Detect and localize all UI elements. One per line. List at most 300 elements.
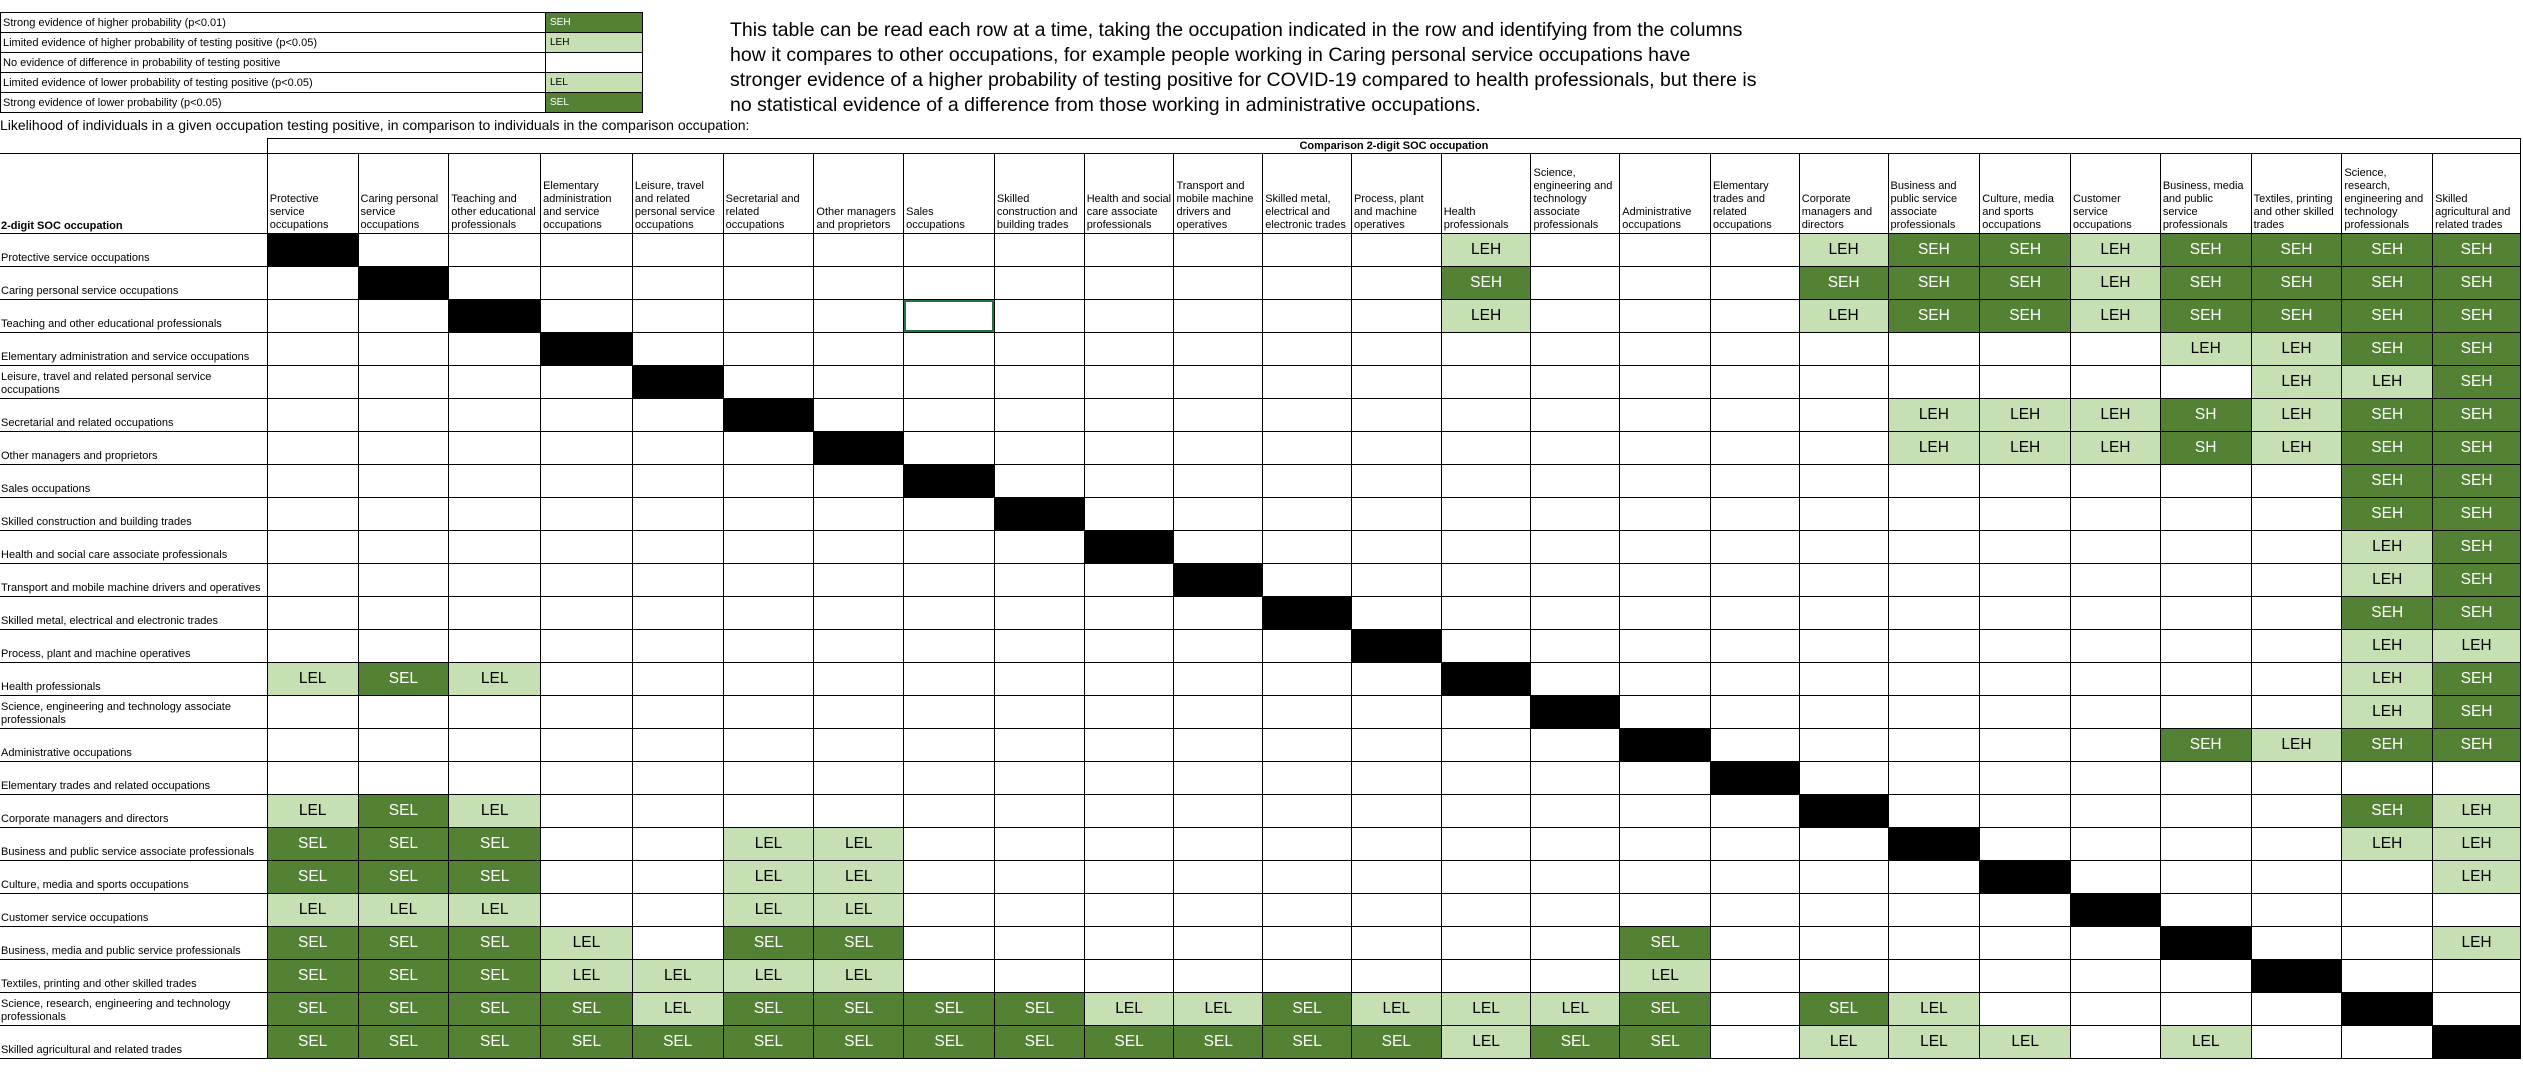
comparison-cell[interactable] xyxy=(1084,795,1174,828)
comparison-cell[interactable] xyxy=(2071,1026,2161,1059)
comparison-cell[interactable] xyxy=(2071,498,2161,531)
comparison-cell[interactable] xyxy=(2071,663,2161,696)
comparison-cell[interactable] xyxy=(1888,366,1980,399)
comparison-cell[interactable]: SEH xyxy=(1799,267,1888,300)
comparison-cell[interactable] xyxy=(1084,960,1174,993)
comparison-cell[interactable] xyxy=(358,729,449,762)
comparison-cell[interactable] xyxy=(2160,498,2251,531)
comparison-cell[interactable] xyxy=(2160,960,2251,993)
comparison-cell[interactable] xyxy=(1711,597,1800,630)
comparison-cell[interactable] xyxy=(1711,300,1800,333)
comparison-cell[interactable] xyxy=(632,333,723,366)
comparison-cell[interactable] xyxy=(2160,696,2251,729)
comparison-cell[interactable] xyxy=(1531,531,1620,564)
comparison-cell[interactable] xyxy=(723,762,814,795)
comparison-cell[interactable] xyxy=(1263,894,1352,927)
comparison-cell[interactable] xyxy=(1620,531,1711,564)
comparison-cell[interactable] xyxy=(632,828,723,861)
comparison-cell[interactable] xyxy=(994,465,1084,498)
comparison-cell[interactable] xyxy=(2251,1026,2342,1059)
comparison-cell[interactable]: LEL xyxy=(541,927,633,960)
comparison-cell[interactable] xyxy=(1711,993,1800,1026)
legend-code[interactable]: SEH xyxy=(546,13,643,33)
comparison-cell[interactable] xyxy=(541,432,633,465)
comparison-cell[interactable] xyxy=(904,795,995,828)
comparison-cell[interactable]: SEH xyxy=(1980,234,2071,267)
diagonal-cell[interactable] xyxy=(2160,927,2251,960)
comparison-cell[interactable]: LEL xyxy=(723,828,814,861)
comparison-cell[interactable] xyxy=(358,597,449,630)
comparison-cell[interactable] xyxy=(1980,630,2071,663)
comparison-cell[interactable] xyxy=(1620,795,1711,828)
row-header[interactable]: Transport and mobile machine drivers and operatives xyxy=(0,564,267,597)
comparison-cell[interactable]: LEH xyxy=(2160,333,2251,366)
comparison-cell[interactable] xyxy=(1531,861,1620,894)
comparison-cell[interactable] xyxy=(1441,498,1531,531)
comparison-cell[interactable] xyxy=(723,663,814,696)
comparison-cell[interactable] xyxy=(541,234,633,267)
comparison-cell[interactable] xyxy=(1799,465,1888,498)
comparison-cell[interactable] xyxy=(2251,861,2342,894)
comparison-cell[interactable] xyxy=(632,795,723,828)
comparison-cell[interactable] xyxy=(1263,300,1352,333)
comparison-cell[interactable]: LEL xyxy=(1441,1026,1531,1059)
comparison-cell[interactable] xyxy=(1531,597,1620,630)
comparison-cell[interactable]: LEH xyxy=(2433,861,2521,894)
comparison-cell[interactable]: LEH xyxy=(2251,432,2342,465)
comparison-cell[interactable] xyxy=(1174,432,1263,465)
comparison-cell[interactable] xyxy=(541,366,633,399)
comparison-cell[interactable] xyxy=(1263,762,1352,795)
column-header[interactable]: Skilled agricultural and related trades xyxy=(2433,154,2521,234)
comparison-cell[interactable]: SEH xyxy=(2342,795,2433,828)
comparison-cell[interactable]: SEL xyxy=(449,828,541,861)
comparison-cell[interactable] xyxy=(2071,630,2161,663)
comparison-cell[interactable]: LEL xyxy=(1174,993,1263,1026)
comparison-cell[interactable]: LEH xyxy=(1980,432,2071,465)
comparison-cell[interactable]: LEL xyxy=(723,894,814,927)
comparison-cell[interactable] xyxy=(632,300,723,333)
comparison-cell[interactable]: SEL xyxy=(449,960,541,993)
comparison-cell[interactable] xyxy=(1711,729,1800,762)
comparison-cell[interactable] xyxy=(1888,498,1980,531)
comparison-cell[interactable] xyxy=(994,663,1084,696)
comparison-cell[interactable]: SEL xyxy=(904,1026,995,1059)
comparison-cell[interactable] xyxy=(1441,795,1531,828)
comparison-cell[interactable]: SEL xyxy=(1351,1026,1441,1059)
comparison-cell[interactable] xyxy=(358,333,449,366)
diagonal-cell[interactable] xyxy=(1174,564,1263,597)
comparison-cell[interactable] xyxy=(1351,333,1441,366)
comparison-cell[interactable]: LEH xyxy=(1888,432,1980,465)
comparison-cell[interactable]: SEL xyxy=(1174,1026,1263,1059)
comparison-cell[interactable] xyxy=(994,597,1084,630)
comparison-cell[interactable] xyxy=(1084,465,1174,498)
column-header[interactable]: Health and social care associate professionals xyxy=(1084,154,1174,234)
comparison-cell[interactable] xyxy=(994,267,1084,300)
comparison-cell[interactable] xyxy=(1351,597,1441,630)
diagonal-cell[interactable] xyxy=(2251,960,2342,993)
comparison-cell[interactable]: LEL xyxy=(449,663,541,696)
comparison-cell[interactable] xyxy=(267,465,358,498)
comparison-cell[interactable] xyxy=(1084,366,1174,399)
comparison-cell[interactable] xyxy=(2433,993,2521,1026)
comparison-cell[interactable] xyxy=(723,267,814,300)
comparison-cell[interactable] xyxy=(2071,597,2161,630)
comparison-cell[interactable] xyxy=(1620,597,1711,630)
comparison-cell[interactable] xyxy=(1084,762,1174,795)
comparison-cell[interactable]: SH xyxy=(2160,432,2251,465)
row-header[interactable]: Textiles, printing and other skilled trades xyxy=(0,960,267,993)
comparison-cell[interactable] xyxy=(1174,597,1263,630)
comparison-cell[interactable]: LEH xyxy=(1441,234,1531,267)
comparison-cell[interactable] xyxy=(904,663,995,696)
comparison-cell[interactable] xyxy=(632,894,723,927)
comparison-cell[interactable] xyxy=(1980,894,2071,927)
comparison-cell[interactable] xyxy=(1351,663,1441,696)
comparison-cell[interactable]: LEH xyxy=(2071,300,2161,333)
comparison-cell[interactable]: SEH xyxy=(2160,234,2251,267)
comparison-cell[interactable] xyxy=(1441,333,1531,366)
comparison-cell[interactable] xyxy=(2433,894,2521,927)
comparison-cell[interactable] xyxy=(1441,399,1531,432)
comparison-cell[interactable] xyxy=(632,267,723,300)
comparison-cell[interactable]: SEL xyxy=(358,927,449,960)
comparison-cell[interactable] xyxy=(1174,927,1263,960)
comparison-cell[interactable] xyxy=(814,663,904,696)
comparison-cell[interactable] xyxy=(541,531,633,564)
column-header[interactable]: Corporate managers and directors xyxy=(1799,154,1888,234)
comparison-cell[interactable]: SEH xyxy=(2160,300,2251,333)
comparison-cell[interactable] xyxy=(2251,531,2342,564)
comparison-cell[interactable] xyxy=(1263,696,1352,729)
comparison-cell[interactable] xyxy=(267,267,358,300)
comparison-cell[interactable] xyxy=(1620,696,1711,729)
comparison-cell[interactable] xyxy=(2342,762,2433,795)
comparison-cell[interactable] xyxy=(904,267,995,300)
comparison-cell[interactable] xyxy=(1620,465,1711,498)
comparison-cell[interactable] xyxy=(2342,927,2433,960)
comparison-cell[interactable] xyxy=(1711,564,1800,597)
comparison-cell[interactable] xyxy=(449,630,541,663)
comparison-cell[interactable] xyxy=(1711,432,1800,465)
comparison-cell[interactable] xyxy=(1531,432,1620,465)
comparison-cell[interactable]: SEL xyxy=(1799,993,1888,1026)
comparison-cell[interactable] xyxy=(1888,696,1980,729)
diagonal-cell[interactable] xyxy=(723,399,814,432)
comparison-cell[interactable] xyxy=(1263,498,1352,531)
comparison-cell[interactable]: SEH xyxy=(2433,564,2521,597)
row-header[interactable]: Skilled metal, electrical and electronic trades xyxy=(0,597,267,630)
comparison-cell[interactable] xyxy=(1263,366,1352,399)
comparison-cell[interactable] xyxy=(1263,729,1352,762)
comparison-cell[interactable]: SEH xyxy=(2251,267,2342,300)
comparison-cell[interactable] xyxy=(358,531,449,564)
comparison-cell[interactable]: LEH xyxy=(2433,630,2521,663)
comparison-cell[interactable] xyxy=(1620,333,1711,366)
comparison-cell[interactable]: SEH xyxy=(2433,498,2521,531)
comparison-cell[interactable] xyxy=(267,399,358,432)
comparison-cell[interactable] xyxy=(1980,927,2071,960)
comparison-cell[interactable]: LEL xyxy=(2160,1026,2251,1059)
comparison-cell[interactable] xyxy=(1531,399,1620,432)
comparison-cell[interactable] xyxy=(904,630,995,663)
comparison-cell[interactable] xyxy=(1441,597,1531,630)
comparison-cell[interactable]: SEL xyxy=(1531,1026,1620,1059)
comparison-cell[interactable] xyxy=(449,729,541,762)
comparison-cell[interactable] xyxy=(1799,828,1888,861)
comparison-cell[interactable]: SEH xyxy=(1888,300,1980,333)
row-header[interactable]: Secretarial and related occupations xyxy=(0,399,267,432)
diagonal-cell[interactable] xyxy=(1441,663,1531,696)
comparison-cell[interactable] xyxy=(1980,762,2071,795)
comparison-cell[interactable] xyxy=(2342,894,2433,927)
comparison-cell[interactable] xyxy=(1620,762,1711,795)
comparison-cell[interactable] xyxy=(2071,861,2161,894)
comparison-cell[interactable] xyxy=(1441,564,1531,597)
comparison-cell[interactable] xyxy=(723,564,814,597)
comparison-cell[interactable] xyxy=(541,564,633,597)
comparison-cell[interactable] xyxy=(1084,696,1174,729)
column-header[interactable]: Process, plant and machine operatives xyxy=(1351,154,1441,234)
comparison-cell[interactable] xyxy=(1980,366,2071,399)
comparison-cell[interactable] xyxy=(267,564,358,597)
comparison-cell[interactable] xyxy=(1620,564,1711,597)
comparison-cell[interactable] xyxy=(904,729,995,762)
row-header[interactable]: Sales occupations xyxy=(0,465,267,498)
comparison-cell[interactable] xyxy=(358,465,449,498)
comparison-cell[interactable] xyxy=(904,564,995,597)
comparison-cell[interactable]: LEH xyxy=(2071,399,2161,432)
comparison-cell[interactable] xyxy=(267,597,358,630)
comparison-cell[interactable]: LEL xyxy=(1799,1026,1888,1059)
comparison-cell[interactable]: SEL xyxy=(541,1026,633,1059)
comparison-cell[interactable]: SEL xyxy=(267,861,358,894)
comparison-cell[interactable]: LEH xyxy=(2071,432,2161,465)
comparison-cell[interactable] xyxy=(1174,630,1263,663)
comparison-cell[interactable]: LEL xyxy=(449,795,541,828)
comparison-cell[interactable] xyxy=(1531,465,1620,498)
comparison-cell[interactable] xyxy=(1441,762,1531,795)
comparison-cell[interactable] xyxy=(814,729,904,762)
comparison-cell[interactable] xyxy=(2160,894,2251,927)
row-header[interactable]: Protective service occupations xyxy=(0,234,267,267)
comparison-cell[interactable]: SEH xyxy=(2342,498,2433,531)
comparison-cell[interactable] xyxy=(2160,762,2251,795)
comparison-cell[interactable]: LEH xyxy=(2342,828,2433,861)
comparison-cell[interactable] xyxy=(1980,564,2071,597)
comparison-cell[interactable] xyxy=(1711,267,1800,300)
comparison-cell[interactable] xyxy=(1980,663,2071,696)
comparison-cell[interactable] xyxy=(1711,894,1800,927)
comparison-cell[interactable] xyxy=(1888,663,1980,696)
comparison-cell[interactable] xyxy=(814,762,904,795)
comparison-cell[interactable]: SEL xyxy=(632,1026,723,1059)
comparison-cell[interactable]: SEL xyxy=(1084,1026,1174,1059)
comparison-cell[interactable] xyxy=(1980,696,2071,729)
comparison-cell[interactable]: SEH xyxy=(2433,234,2521,267)
comparison-cell[interactable] xyxy=(994,828,1084,861)
comparison-cell[interactable]: LEH xyxy=(2251,366,2342,399)
comparison-cell[interactable] xyxy=(1799,894,1888,927)
comparison-cell[interactable] xyxy=(449,432,541,465)
comparison-cell[interactable]: LEH xyxy=(2251,729,2342,762)
comparison-cell[interactable] xyxy=(1888,762,1980,795)
comparison-cell[interactable] xyxy=(904,762,995,795)
comparison-cell[interactable] xyxy=(1888,465,1980,498)
comparison-cell[interactable] xyxy=(358,696,449,729)
comparison-cell[interactable] xyxy=(1351,267,1441,300)
comparison-cell[interactable] xyxy=(994,234,1084,267)
comparison-cell[interactable]: LEL xyxy=(1620,960,1711,993)
comparison-cell[interactable] xyxy=(814,300,904,333)
comparison-cell[interactable] xyxy=(267,333,358,366)
comparison-cell[interactable] xyxy=(541,795,633,828)
comparison-cell[interactable] xyxy=(541,300,633,333)
comparison-cell[interactable]: LEH xyxy=(2433,828,2521,861)
comparison-cell[interactable] xyxy=(449,234,541,267)
comparison-cell[interactable] xyxy=(1084,234,1174,267)
comparison-cell[interactable] xyxy=(1263,960,1352,993)
comparison-cell[interactable] xyxy=(904,894,995,927)
comparison-cell[interactable] xyxy=(814,531,904,564)
comparison-cell[interactable] xyxy=(2251,894,2342,927)
comparison-cell[interactable] xyxy=(723,696,814,729)
comparison-cell[interactable] xyxy=(1799,399,1888,432)
comparison-cell[interactable]: LEH xyxy=(2342,366,2433,399)
comparison-cell[interactable] xyxy=(632,861,723,894)
row-header[interactable]: Skilled construction and building trades xyxy=(0,498,267,531)
comparison-cell[interactable]: LEH xyxy=(1441,300,1531,333)
comparison-cell[interactable] xyxy=(541,696,633,729)
comparison-cell[interactable] xyxy=(632,663,723,696)
comparison-cell[interactable]: LEL xyxy=(1980,1026,2071,1059)
comparison-cell[interactable] xyxy=(1174,729,1263,762)
comparison-cell[interactable] xyxy=(541,498,633,531)
comparison-cell[interactable] xyxy=(1263,333,1352,366)
comparison-cell[interactable] xyxy=(1084,597,1174,630)
comparison-cell[interactable] xyxy=(2160,366,2251,399)
comparison-cell[interactable] xyxy=(449,696,541,729)
comparison-cell[interactable]: SEH xyxy=(2342,267,2433,300)
comparison-cell[interactable] xyxy=(449,531,541,564)
comparison-cell[interactable] xyxy=(904,597,995,630)
comparison-cell[interactable] xyxy=(1620,498,1711,531)
comparison-cell[interactable]: SEH xyxy=(2342,597,2433,630)
comparison-cell[interactable] xyxy=(449,762,541,795)
comparison-cell[interactable] xyxy=(541,597,633,630)
column-header[interactable]: Science, engineering and technology associate professionals xyxy=(1531,154,1620,234)
diagonal-cell[interactable] xyxy=(1711,762,1800,795)
comparison-cell[interactable] xyxy=(1263,432,1352,465)
comparison-cell[interactable] xyxy=(1980,729,2071,762)
comparison-cell[interactable] xyxy=(358,630,449,663)
comparison-cell[interactable] xyxy=(1711,828,1800,861)
comparison-cell[interactable] xyxy=(449,267,541,300)
comparison-cell[interactable] xyxy=(541,894,633,927)
comparison-cell[interactable] xyxy=(2160,663,2251,696)
comparison-cell[interactable] xyxy=(1351,366,1441,399)
comparison-cell[interactable] xyxy=(1620,894,1711,927)
comparison-cell[interactable] xyxy=(2251,696,2342,729)
comparison-cell[interactable] xyxy=(1441,927,1531,960)
comparison-cell[interactable] xyxy=(1351,861,1441,894)
comparison-cell[interactable] xyxy=(1351,234,1441,267)
comparison-cell[interactable]: SEL xyxy=(723,993,814,1026)
comparison-cell[interactable]: LEL xyxy=(1084,993,1174,1026)
comparison-cell[interactable] xyxy=(1531,333,1620,366)
comparison-cell[interactable] xyxy=(1711,1026,1800,1059)
comparison-cell[interactable] xyxy=(2251,597,2342,630)
comparison-cell[interactable] xyxy=(1351,531,1441,564)
column-header[interactable]: Textiles, printing and other skilled trades xyxy=(2251,154,2342,234)
legend-label[interactable]: Limited evidence of higher probability of testing positive (p<0.05) xyxy=(1,33,546,53)
comparison-cell[interactable] xyxy=(632,531,723,564)
comparison-cell[interactable] xyxy=(2071,696,2161,729)
comparison-cell[interactable] xyxy=(1351,894,1441,927)
comparison-cell[interactable]: SEH xyxy=(1980,300,2071,333)
comparison-cell[interactable] xyxy=(1351,498,1441,531)
comparison-cell[interactable] xyxy=(723,531,814,564)
comparison-cell[interactable] xyxy=(1711,498,1800,531)
comparison-cell[interactable] xyxy=(358,234,449,267)
comparison-cell[interactable]: SEL xyxy=(723,927,814,960)
comparison-cell[interactable] xyxy=(1084,333,1174,366)
diagonal-cell[interactable] xyxy=(814,432,904,465)
comparison-cell[interactable] xyxy=(449,564,541,597)
comparison-cell[interactable]: SEL xyxy=(358,828,449,861)
comparison-cell[interactable]: SEL xyxy=(994,993,1084,1026)
diagonal-cell[interactable] xyxy=(1799,795,1888,828)
comparison-cell[interactable] xyxy=(1174,795,1263,828)
comparison-cell[interactable] xyxy=(1174,234,1263,267)
comparison-cell[interactable]: SEL xyxy=(994,1026,1084,1059)
comparison-cell[interactable] xyxy=(994,861,1084,894)
comparison-cell[interactable] xyxy=(449,597,541,630)
comparison-cell[interactable] xyxy=(904,498,995,531)
comparison-cell[interactable] xyxy=(814,465,904,498)
comparison-cell[interactable] xyxy=(1084,399,1174,432)
comparison-cell[interactable] xyxy=(1441,630,1531,663)
comparison-cell[interactable] xyxy=(1084,828,1174,861)
comparison-cell[interactable]: LEL xyxy=(632,993,723,1026)
comparison-cell[interactable] xyxy=(1084,894,1174,927)
comparison-cell[interactable] xyxy=(1980,960,2071,993)
comparison-cell[interactable] xyxy=(1799,762,1888,795)
comparison-cell[interactable] xyxy=(358,432,449,465)
comparison-cell[interactable] xyxy=(2433,960,2521,993)
comparison-cell[interactable] xyxy=(1263,564,1352,597)
comparison-cell[interactable] xyxy=(2251,993,2342,1026)
comparison-cell[interactable]: SEH xyxy=(2160,729,2251,762)
comparison-cell[interactable] xyxy=(1263,399,1352,432)
comparison-cell[interactable] xyxy=(541,663,633,696)
comparison-cell[interactable] xyxy=(449,333,541,366)
comparison-cell[interactable] xyxy=(1174,531,1263,564)
comparison-cell[interactable] xyxy=(1799,861,1888,894)
comparison-cell[interactable]: SEH xyxy=(2433,267,2521,300)
comparison-cell[interactable] xyxy=(2160,828,2251,861)
comparison-cell[interactable]: LEL xyxy=(814,828,904,861)
comparison-cell[interactable]: SEL xyxy=(1620,927,1711,960)
comparison-cell[interactable] xyxy=(1351,300,1441,333)
comparison-cell[interactable] xyxy=(994,630,1084,663)
comparison-cell[interactable] xyxy=(2071,564,2161,597)
comparison-cell[interactable] xyxy=(994,960,1084,993)
comparison-cell[interactable]: LEH xyxy=(2433,927,2521,960)
comparison-cell[interactable] xyxy=(1351,762,1441,795)
comparison-cell[interactable] xyxy=(449,465,541,498)
